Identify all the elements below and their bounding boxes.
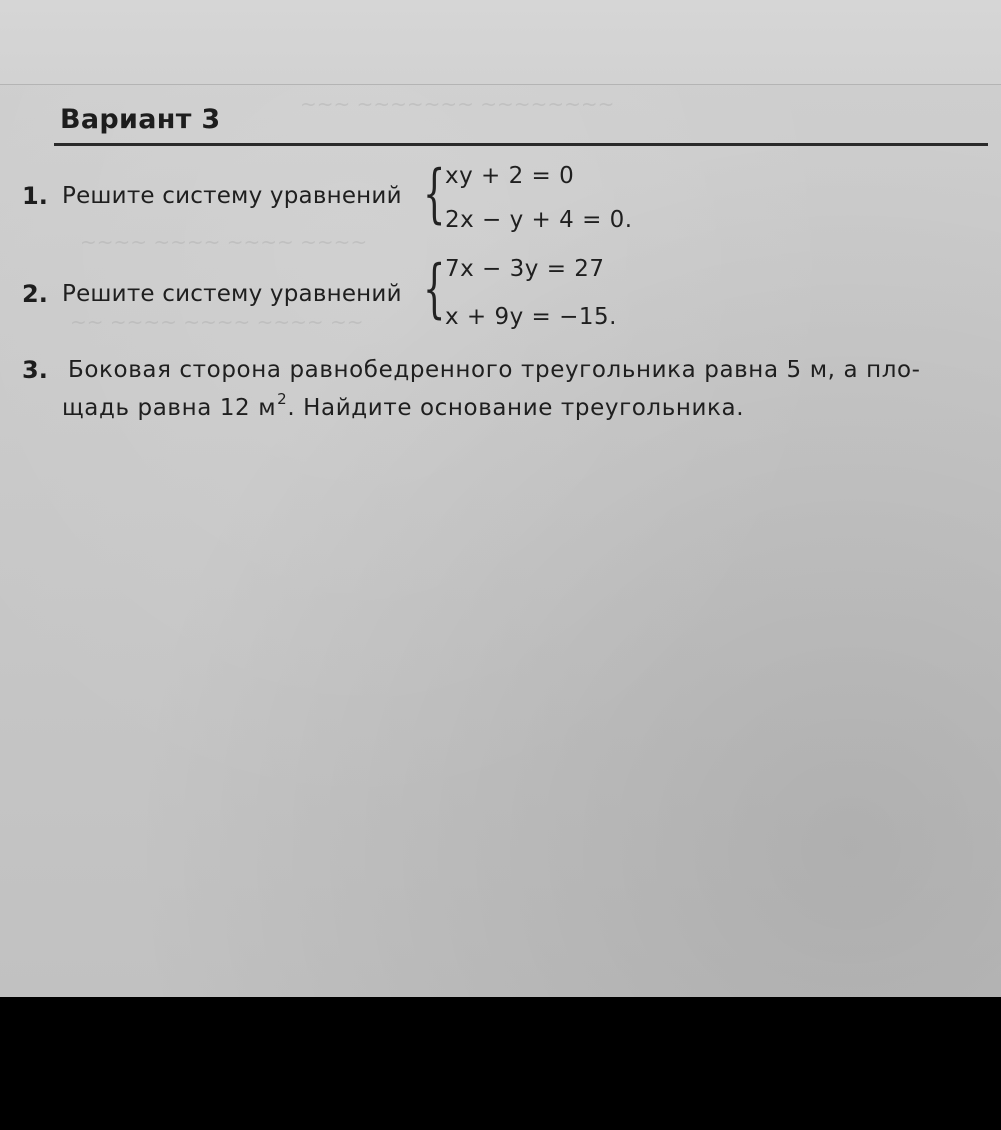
task-text-prefix: щадь равна 12 м bbox=[62, 395, 277, 421]
task-number: 1. bbox=[22, 182, 48, 210]
equation: 7x − 3y = 27 bbox=[445, 256, 605, 282]
task-text-suffix: . Найдите основание треугольника. bbox=[287, 395, 745, 421]
show-through-text: ~~~~ ~~~~ ~~~~ ~~~~ bbox=[80, 230, 368, 254]
task-number: 2. bbox=[22, 280, 48, 308]
task-number: 3. bbox=[22, 356, 48, 384]
show-through-text: ~~~ ~~~~~~~ ~~~~~~~~ bbox=[300, 92, 615, 116]
task-text: Решите систему уравнений bbox=[62, 281, 402, 307]
top-paper-edge bbox=[0, 0, 1001, 85]
show-through-text: ~~ ~~~~ ~~~~ ~~~~ ~~ bbox=[70, 310, 364, 334]
equation: x + 9y = −15. bbox=[445, 304, 617, 330]
system-brace: { bbox=[423, 252, 446, 326]
equation: xy + 2 = 0 bbox=[445, 163, 575, 189]
task-text-line-1: Боковая сторона равнобедренного треугольника равна 5 м, а пло- bbox=[68, 357, 921, 383]
task-text-line-2 bbox=[62, 390, 745, 421]
variant-title: Вариант 3 bbox=[60, 104, 221, 135]
task-text: Решите систему уравнений bbox=[62, 183, 402, 209]
system-brace: { bbox=[423, 157, 446, 231]
superscript: 2 bbox=[277, 390, 288, 408]
equation: 2x − y + 4 = 0. bbox=[445, 207, 633, 233]
dark-background bbox=[0, 997, 1001, 1130]
header-divider bbox=[54, 143, 988, 146]
